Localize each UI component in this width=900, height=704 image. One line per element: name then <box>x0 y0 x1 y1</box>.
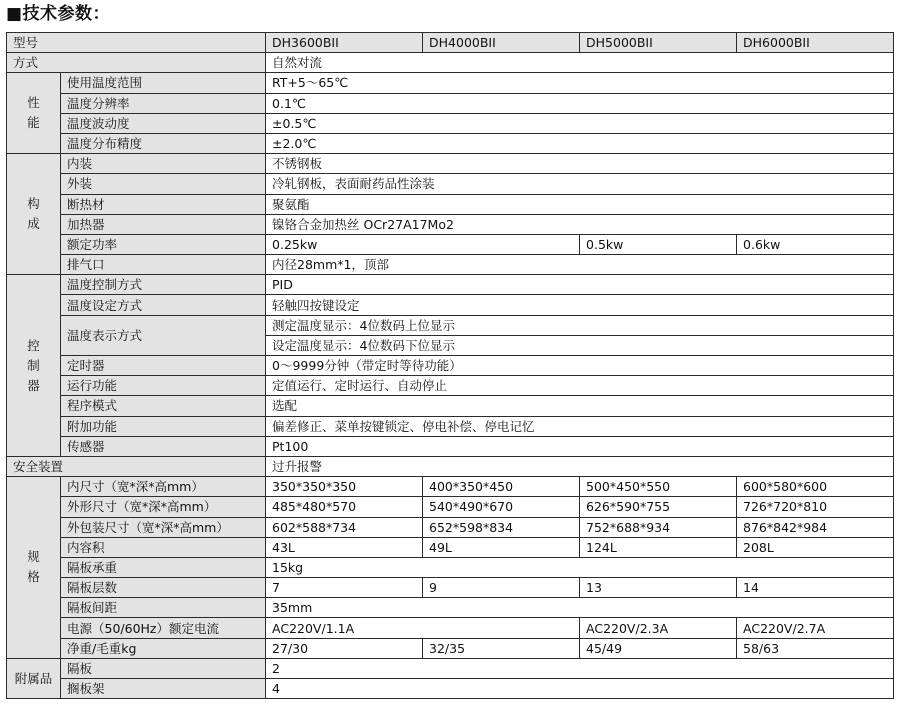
row-label: 温度控制方式 <box>61 275 266 295</box>
category-performance: 性能 <box>7 73 61 154</box>
row-value: 设定温度显示：4位数码下位显示 <box>266 335 894 355</box>
row-value: 540*490*670 <box>423 497 580 517</box>
row-label: 内容积 <box>61 537 266 557</box>
row-value: 500*450*550 <box>580 477 737 497</box>
row-value: 选配 <box>266 396 894 416</box>
row-value: Pt100 <box>266 436 894 456</box>
row-value: 208L <box>737 537 894 557</box>
table-row <box>7 214 894 234</box>
table-row <box>7 275 894 295</box>
row-label: 净重/毛重kg <box>61 638 266 658</box>
row-label: 附加功能 <box>61 416 266 436</box>
model-header-label: 型号 <box>7 33 266 53</box>
row-value: 400*350*450 <box>423 477 580 497</box>
row-label: 电源（50/60Hz）额定电流 <box>61 618 266 638</box>
row-value: 不锈钢板 <box>266 154 894 174</box>
row-label: 隔板承重 <box>61 557 266 577</box>
table-row <box>7 295 894 315</box>
row-label: 方式 <box>7 53 266 73</box>
model-name: DH4000BII <box>423 33 580 53</box>
row-value: 43L <box>266 537 423 557</box>
category-specs: 规格 <box>7 477 61 659</box>
row-value: AC220V/2.3A <box>580 618 737 638</box>
model-name: DH3600BII <box>266 33 423 53</box>
row-value: 32/35 <box>423 638 580 658</box>
row-label: 温度表示方式 <box>61 315 266 355</box>
row-value: 轻触四按键设定 <box>266 295 894 315</box>
table-row <box>7 416 894 436</box>
row-value: 测定温度显示：4位数码上位显示 <box>266 315 894 335</box>
table-row <box>7 376 894 396</box>
row-label: 隔板间距 <box>61 598 266 618</box>
table-row <box>7 113 894 133</box>
row-value: 49L <box>423 537 580 557</box>
row-label: 定时器 <box>61 356 266 376</box>
row-value: 27/30 <box>266 638 423 658</box>
row-label: 温度设定方式 <box>61 295 266 315</box>
row-value: 定值运行、定时运行、自动停止 <box>266 376 894 396</box>
row-value: 0～9999分钟（带定时等待功能） <box>266 356 894 376</box>
page-heading: ■技术参数： <box>6 4 111 24</box>
table-row <box>7 658 894 678</box>
row-value: 冷轧钢板，表面耐药品性涂装 <box>266 174 894 194</box>
row-label: 内装 <box>61 154 266 174</box>
row-value: 124L <box>580 537 737 557</box>
row-value: 15kg <box>266 557 894 577</box>
table-row <box>7 618 894 638</box>
row-label: 传感器 <box>61 436 266 456</box>
table-row <box>7 638 894 658</box>
row-label: 隔板 <box>61 658 266 678</box>
row-label: 程序模式 <box>61 396 266 416</box>
row-value: RT+5～65℃ <box>266 73 894 93</box>
row-label: 外包装尺寸（宽*深*高mm） <box>61 517 266 537</box>
table-row <box>7 133 894 153</box>
row-value: 内径28mm*1，顶部 <box>266 255 894 275</box>
row-value: 602*588*734 <box>266 517 423 537</box>
row-label: 排气口 <box>61 255 266 275</box>
table-row <box>7 255 894 275</box>
table-row <box>7 53 894 73</box>
row-value: 9 <box>423 578 580 598</box>
category-construction: 构成 <box>7 154 61 275</box>
row-value: 14 <box>737 578 894 598</box>
row-value: 350*350*350 <box>266 477 423 497</box>
row-value: AC220V/2.7A <box>737 618 894 638</box>
model-name: DH6000BII <box>737 33 894 53</box>
table-row <box>7 517 894 537</box>
table-row <box>7 396 894 416</box>
category-controller: 控制器 <box>7 275 61 457</box>
table-row <box>7 456 894 476</box>
row-label: 安全装置 <box>7 456 266 476</box>
row-value: 726*720*810 <box>737 497 894 517</box>
table-row <box>7 234 894 254</box>
row-label: 隔板层数 <box>61 578 266 598</box>
row-label: 温度波动度 <box>61 113 266 133</box>
row-label: 断热材 <box>61 194 266 214</box>
table-row <box>7 154 894 174</box>
row-label: 外装 <box>61 174 266 194</box>
row-value: 0.5kw <box>580 234 737 254</box>
row-value: 485*480*570 <box>266 497 423 517</box>
row-label: 运行功能 <box>61 376 266 396</box>
row-value: 镍铬合金加热丝 OCr27A17Mo2 <box>266 214 894 234</box>
row-value: 0.1℃ <box>266 93 894 113</box>
row-value: 7 <box>266 578 423 598</box>
table-row <box>7 679 894 699</box>
table-row <box>7 93 894 113</box>
row-label: 使用温度范围 <box>61 73 266 93</box>
row-value: 过升报警 <box>266 456 894 476</box>
table-row <box>7 174 894 194</box>
table-row <box>7 578 894 598</box>
row-value: 自然对流 <box>266 53 894 73</box>
table-row <box>7 497 894 517</box>
model-header-row <box>7 33 894 53</box>
row-value: ±0.5℃ <box>266 113 894 133</box>
table-row <box>7 436 894 456</box>
table-row <box>7 537 894 557</box>
row-value: 876*842*984 <box>737 517 894 537</box>
table-row <box>7 315 894 335</box>
row-value: 2 <box>266 658 894 678</box>
row-value: 45/49 <box>580 638 737 658</box>
row-value: 626*590*755 <box>580 497 737 517</box>
spec-table <box>6 32 894 699</box>
table-row <box>7 598 894 618</box>
row-value: 0.25kw <box>266 234 580 254</box>
row-value: 聚氨酯 <box>266 194 894 214</box>
row-label: 外形尺寸（宽*深*高mm） <box>61 497 266 517</box>
row-value: 35mm <box>266 598 894 618</box>
table-row <box>7 557 894 577</box>
row-value: 58/63 <box>737 638 894 658</box>
row-value: ±2.0℃ <box>266 133 894 153</box>
row-value: 13 <box>580 578 737 598</box>
row-value: AC220V/1.1A <box>266 618 580 638</box>
row-label: 内尺寸（宽*深*高mm） <box>61 477 266 497</box>
row-label: 加热器 <box>61 214 266 234</box>
table-row <box>7 194 894 214</box>
category-accessories: 附属品 <box>7 658 61 698</box>
row-value: 偏差修正、菜单按键锁定、停电补偿、停电记忆 <box>266 416 894 436</box>
row-value: 652*598*834 <box>423 517 580 537</box>
table-row <box>7 356 894 376</box>
row-value: 600*580*600 <box>737 477 894 497</box>
table-row <box>7 477 894 497</box>
model-name: DH5000BII <box>580 33 737 53</box>
row-value: 0.6kw <box>737 234 894 254</box>
row-value: PID <box>266 275 894 295</box>
row-label: 额定功率 <box>61 234 266 254</box>
row-label: 温度分布精度 <box>61 133 266 153</box>
row-value: 4 <box>266 679 894 699</box>
row-label: 温度分辨率 <box>61 93 266 113</box>
row-label: 搁板架 <box>61 679 266 699</box>
table-row <box>7 73 894 93</box>
row-value: 752*688*934 <box>580 517 737 537</box>
